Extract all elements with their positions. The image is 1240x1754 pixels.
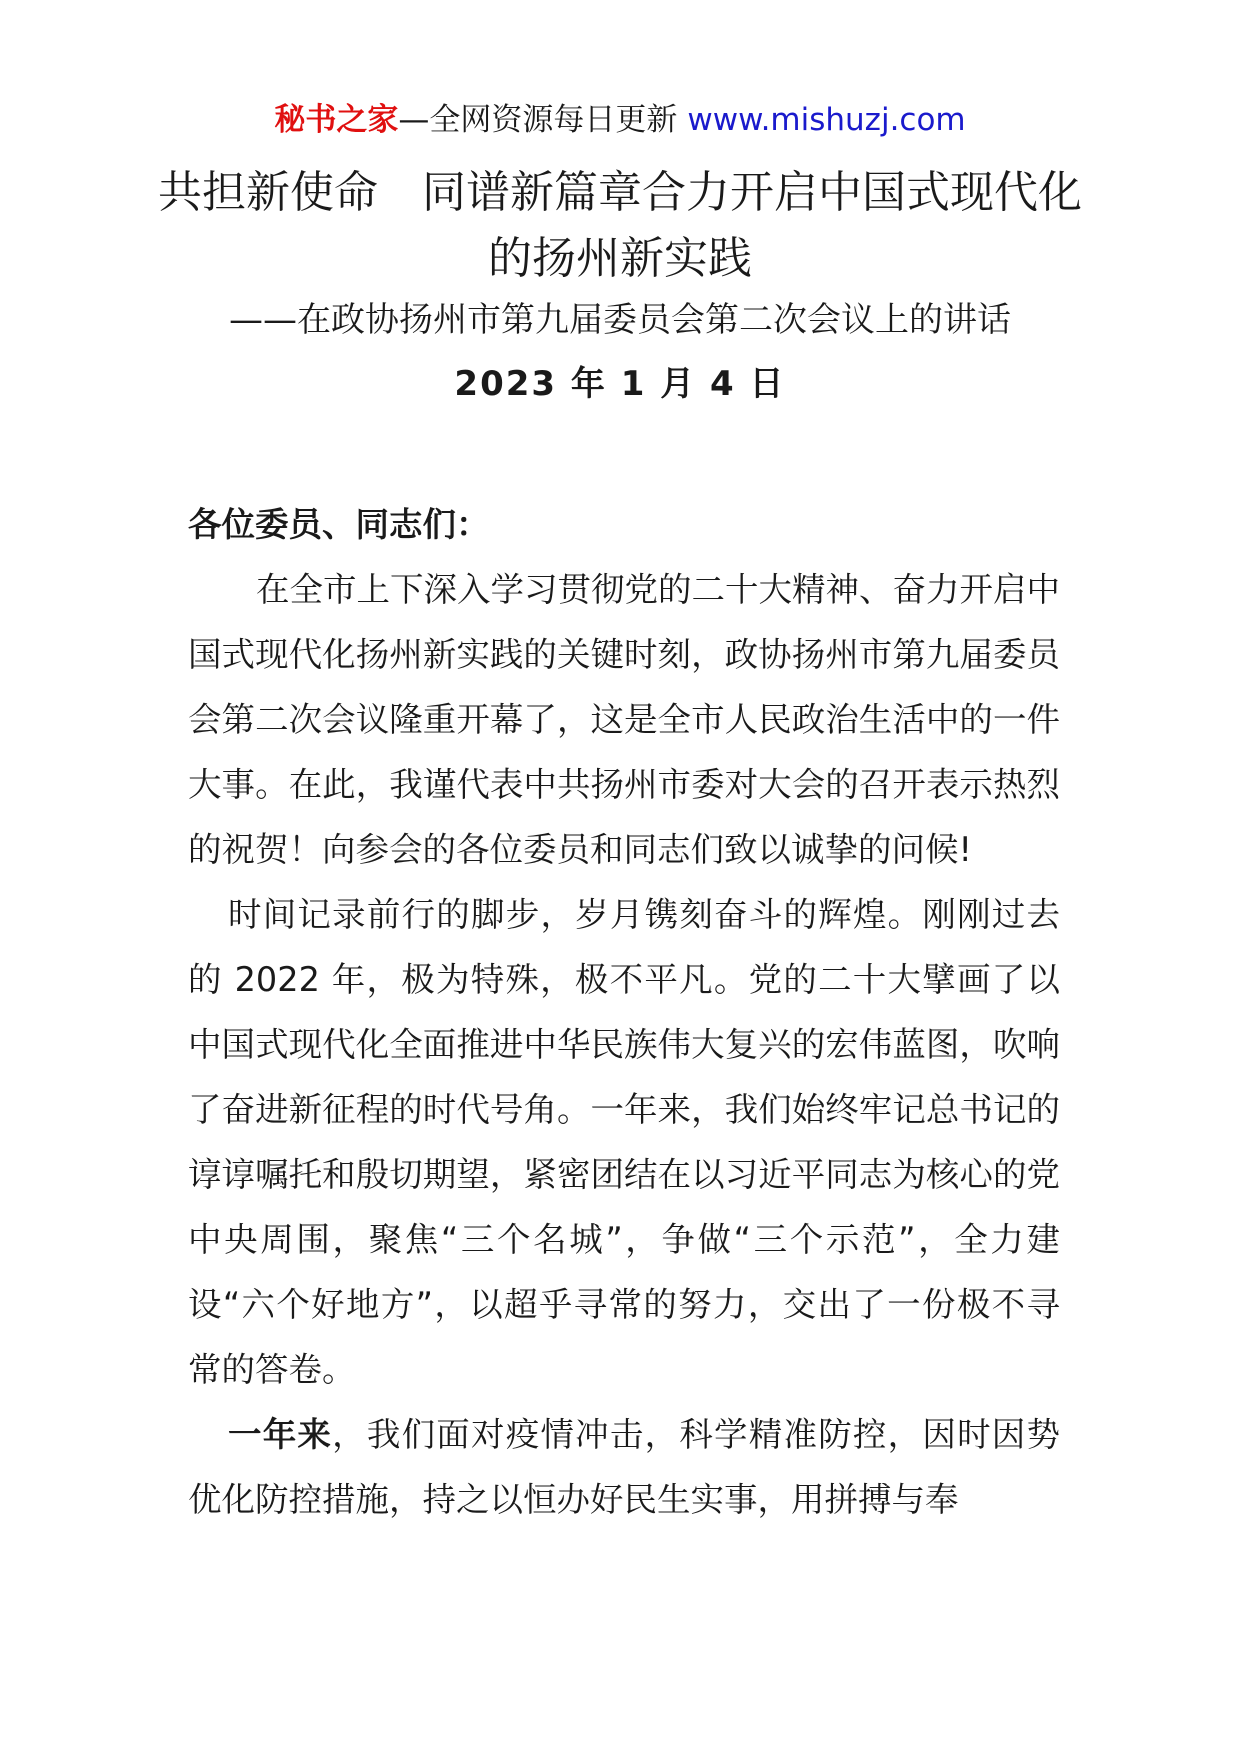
paragraph-opening: 在全市上下深入学习贯彻党的二十大精神、奋力开启中国式现代化扬州新实践的关键时刻，政协扬州市第九届委员会第二次会议隆重开幕了，这是全市人民政治生活中的一件大事。在此，我谨代表中共扬州市委对大会的召开表示热烈的祝贺！向参会的各位委员和同志们致以诚挚的问候! — [188, 570, 1060, 869]
brand-tagline: —全网资源每日更新 — [398, 102, 678, 138]
document-date: 2023 年 1 月 4 日 — [454, 364, 786, 404]
document-title: 共担新使命 同谱新篇章合力开启中国式现代化的扬州新实践 — [158, 167, 1082, 284]
paragraph-achievements — [188, 1402, 1060, 1532]
document-body — [188, 492, 1060, 1532]
paragraph-text: ，我们面对疫情冲击，科学精准防控，因时因势优化防控措施，持之以恒办好民生实事，用拼搏与奉 — [188, 1415, 1061, 1519]
site-header — [0, 98, 1240, 142]
paragraph-review: 时间记录前行的脚步，岁月镌刻奋斗的辉煌。刚刚过去的 2022 年，极为特殊，极不平凡。党的二十大擘画了以中国式现代化全面推进中华民族伟大复兴的宏伟蓝图，吹响了奋进新征程的时代号角。一年来，我们始终牢记总书记的谆谆嘱托和殷切期望，紧密团结在以习近平同志为核心的党中央周围，聚焦“三个名城”，争做“三个示范”，全力建设“六个好地方”，以超乎寻常的努力，交出了一份极不寻常的答卷。 — [188, 895, 1060, 1389]
site-url-link[interactable]: www.mishuzj.com — [687, 102, 966, 138]
paragraph-lead-phrase: 一年来 — [228, 1415, 333, 1454]
salutation: 各位委员、同志们： — [188, 505, 490, 544]
brand-name: 秘书之家 — [274, 102, 399, 138]
document-subtitle: ——在政协扬州市第九届委员会第二次会议上的讲话 — [229, 300, 1011, 340]
